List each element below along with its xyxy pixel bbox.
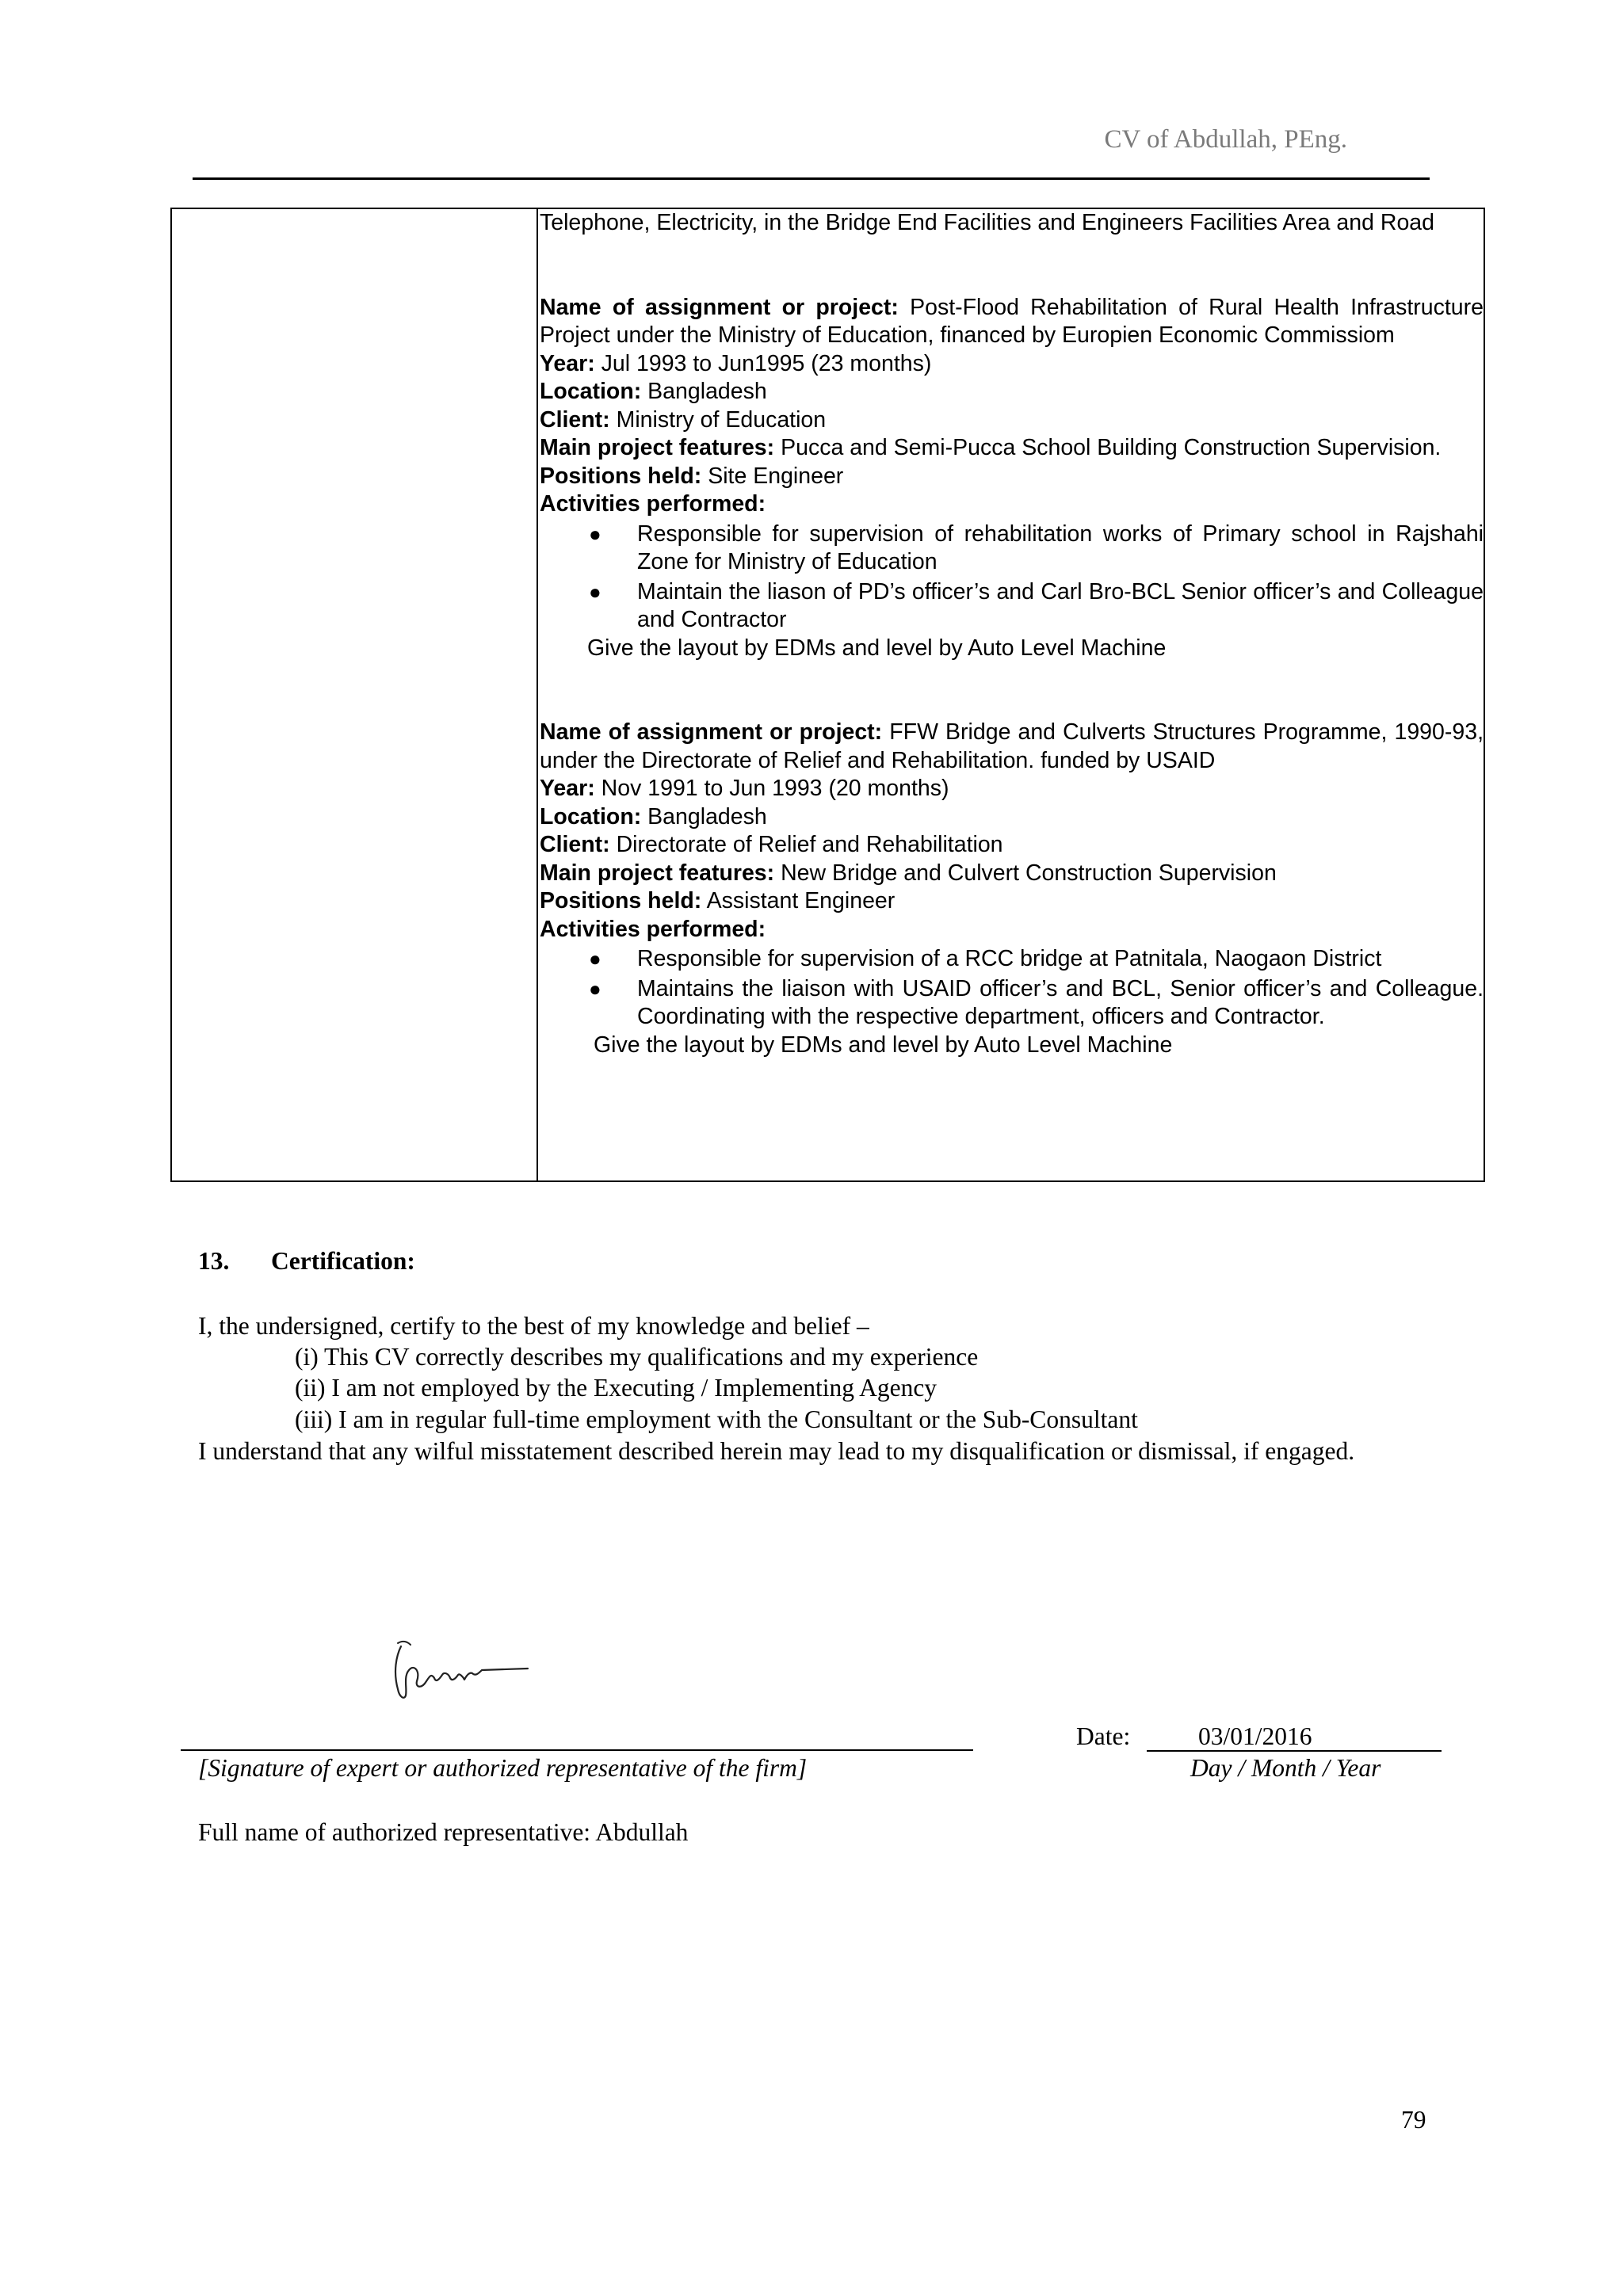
signature-caption: [Signature of expert or authorized representative of the firm] <box>198 1754 808 1782</box>
list-item <box>540 945 1484 974</box>
project-year <box>540 775 1484 803</box>
list-item <box>540 521 1484 577</box>
project-year-value: Jul 1993 to Jun1995 (23 months) <box>601 350 932 376</box>
project-block <box>540 719 1484 1059</box>
project-positions-value: Site Engineer <box>708 463 844 489</box>
project-location-value: Bangladesh <box>647 803 767 830</box>
experience-table <box>170 208 1485 1182</box>
project-client-value: Directorate of Relief and Rehabilitation <box>616 832 1003 857</box>
date-value: 03/01/2016 <box>1198 1722 1312 1750</box>
activities-list <box>540 945 1484 1032</box>
header-rule <box>193 177 1430 180</box>
activity-text: Maintains the liaison with USAID officer’s and BCL, Senior officer’s and Colleague. Coordinating with the respective department, officers and Contractor. <box>637 975 1484 1029</box>
project-features <box>540 434 1484 463</box>
bullet-dot-icon: ● <box>589 521 601 546</box>
project-positions <box>540 463 1484 491</box>
project-name-value: Post-Flood Rehabilitation of Rural Health Infrastructure Project under the Ministry of Education, financed by Europien Economic Commissiom <box>540 294 1484 348</box>
project-client-label: Client: <box>540 406 610 433</box>
certification-item: (i) This CV correctly describes my qualifications and my experience <box>295 1343 979 1371</box>
table-left-cell <box>172 209 538 1180</box>
certification-heading <box>198 1245 415 1277</box>
date-label: Date: <box>1076 1722 1131 1750</box>
project-client <box>540 406 1484 435</box>
project-features <box>540 860 1484 888</box>
project-location <box>540 803 1484 832</box>
project-year-label: Year: <box>540 776 595 801</box>
table-right-cell <box>540 209 1484 1059</box>
list-item <box>540 578 1484 635</box>
activity-text: Maintain the liason of PD’s officer’s and Carl Bro-BCL Senior officer’s and Colleague and Contractor <box>637 578 1484 632</box>
activity-text: Responsible for supervision of rehabilitation works of Primary school in Rajshahi Zone for Ministry of Education <box>637 521 1484 574</box>
project-year-label: Year: <box>540 350 595 376</box>
project-positions <box>540 887 1484 916</box>
project-name-value: FFW Bridge and Culverts Structures Programme, 1990-93, under the Directorate of Relief and Rehabilitation. funded by USAID <box>540 719 1484 773</box>
project-activities-label: Activities performed: <box>540 916 766 942</box>
project-positions-label: Positions held: <box>540 888 702 913</box>
project-location-label: Location: <box>540 803 642 830</box>
signature-line <box>181 1749 973 1751</box>
project-positions-label: Positions held: <box>540 463 702 489</box>
page-number: 79 <box>1401 2106 1426 2134</box>
project-name <box>540 294 1484 350</box>
project-features-label: Main project features: <box>540 435 775 460</box>
header-title: CV of Abdullah, PEng. <box>1104 125 1347 154</box>
project-client-value: Ministry of Education <box>616 406 827 433</box>
certification-item: (ii) I am not employed by the Executing / Implementing Agency <box>295 1374 938 1402</box>
bullet-dot-icon: ● <box>589 976 601 1001</box>
project-features-value: Pucca and Semi-Pucca School Building Construction Supervision. <box>781 435 1442 460</box>
layout-note: Give the layout by EDMs and level by Auto Level Machine <box>587 635 1167 661</box>
list-item <box>540 975 1484 1032</box>
certification-intro: I, the undersigned, certify to the best of my knowledge and belief – <box>198 1312 869 1340</box>
project-positions-value: Assistant Engineer <box>706 888 896 913</box>
signature-image <box>387 1632 545 1727</box>
project-name-label: Name of assignment or project: <box>540 294 899 320</box>
full-name: Full name of authorized representative: Abdullah <box>198 1818 689 1846</box>
certification-item: (iii) I am in regular full-time employment with the Consultant or the Sub-Consultant <box>295 1405 1138 1433</box>
project-client-label: Client: <box>540 832 610 857</box>
date-format: Day / Month / Year <box>1190 1754 1381 1782</box>
project-year <box>540 350 1484 379</box>
continuation-text: Telephone, Electricity, in the Bridge End Facilities and Engineers Facilities Area and Road <box>540 210 1435 235</box>
project-location <box>540 378 1484 406</box>
certification-statement: I understand that any wilful misstatement described herein may lead to my disqualification or dismissal, if engaged. <box>198 1437 1355 1465</box>
project-features-value: New Bridge and Culvert Construction Supervision <box>781 860 1277 886</box>
activity-text: Responsible for supervision of a RCC bridge at Patnitala, Naogaon District <box>637 946 1382 971</box>
activities-list <box>540 521 1484 635</box>
bullet-dot-icon: ● <box>589 579 601 604</box>
project-features-label: Main project features: <box>540 860 775 886</box>
section-title: Certification: <box>271 1247 415 1275</box>
project-name <box>540 719 1484 775</box>
project-client <box>540 831 1484 860</box>
project-block <box>540 294 1484 663</box>
section-number: 13. <box>198 1247 230 1275</box>
project-location-label: Location: <box>540 379 642 404</box>
layout-note: Give the layout by EDMs and level by Auto Level Machine <box>594 1032 1173 1058</box>
date-line <box>1147 1750 1442 1752</box>
project-activities-label: Activities performed: <box>540 491 766 517</box>
project-year-value: Nov 1991 to Jun 1993 (20 months) <box>601 776 949 801</box>
project-location-value: Bangladesh <box>647 379 767 404</box>
bullet-dot-icon: ● <box>589 947 601 971</box>
project-name-label: Name of assignment or project: <box>540 719 883 745</box>
